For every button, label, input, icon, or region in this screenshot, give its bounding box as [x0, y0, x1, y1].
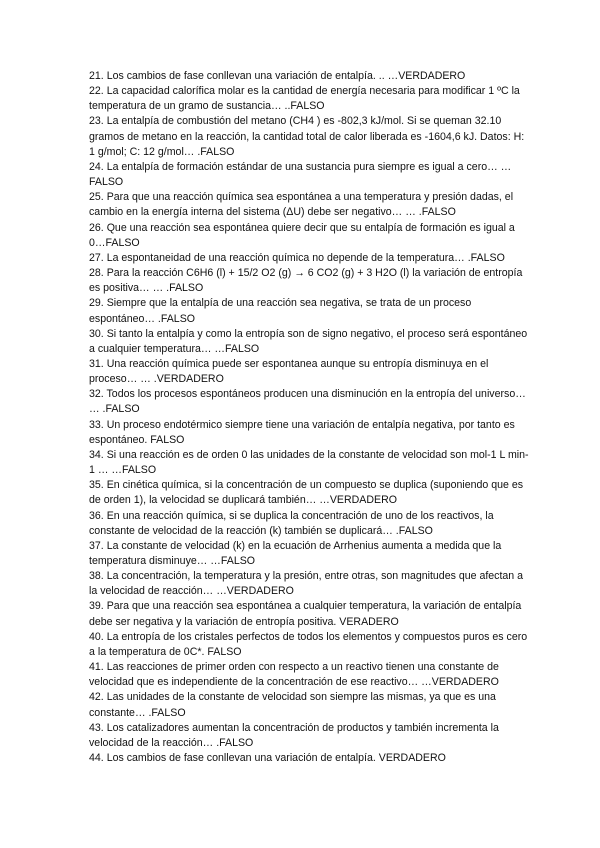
item-number: 24. — [89, 160, 104, 173]
item-number: 34. — [89, 448, 104, 461]
item-number: 26. — [89, 221, 104, 234]
item-text: Si una reacción es de orden 0 las unidades de la constante de velocidad son mol-1 L min-1 … …FALSO — [89, 448, 529, 477]
item-number: 30. — [89, 327, 104, 340]
list-item — [89, 357, 529, 387]
list-item — [89, 266, 529, 296]
item-number: 33. — [89, 418, 104, 431]
item-number: 32. — [89, 388, 104, 401]
item-number: 29. — [89, 297, 104, 310]
item-text: En una reacción química, si se duplica la concentración de uno de los reactivos, la constante de velocidad de la reacción (k) también se duplicará… .FALSO — [89, 509, 494, 537]
list-item — [89, 478, 529, 508]
list-item — [89, 630, 529, 660]
item-text: La entalpía de combustión del metano (CH4 ) es -802,3 kJ/mol. Si se queman 32.10 gramos de metano en la reacción, la cantidad total de calor liberada es -1604,6 kJ. Datos: H: 1 g/mol; C: 12 g/mol… .FALSO — [89, 115, 525, 158]
item-text: Una reacción química puede ser espontanea aunque su entropía disminuya en el proceso… … .VERDADERO — [89, 357, 489, 386]
list-item — [89, 539, 529, 569]
item-number: 39. — [89, 600, 104, 613]
item-text: Los cambios de fase conllevan una variación de entalpía. VERDADERO — [106, 752, 446, 765]
list-item — [89, 69, 529, 84]
item-text: La concentración, la temperatura y la presión, entre otras, son magnitudes que afectan a la velocidad de reacción… …VERDADERO — [89, 570, 524, 598]
item-text: Todos los procesos espontáneos producen una disminución en la entropía del universo… … .FALSO — [89, 388, 526, 416]
item-text: Que una reacción sea espontánea quiere decir que su entalpía de formación es igual a 0…FALSO — [89, 221, 515, 249]
list-item — [89, 296, 529, 326]
list-item — [89, 509, 529, 539]
item-number: 27. — [89, 251, 104, 264]
item-number: 22. — [89, 85, 104, 98]
item-number: 28. — [89, 267, 104, 280]
list-item — [89, 721, 529, 751]
item-text: Los catalizadores aumentan la concentración de productos y también incrementa la velocidad de la reacción… .FALSO — [89, 721, 499, 749]
item-text: Los cambios de fase conllevan una variación de entalpía. .. …VERDADERO — [106, 70, 466, 82]
item-text: Si tanto la entalpía y como la entropía son de signo negativo, el proceso será espontáneo a cualquier temperatura… …FALSO — [89, 327, 528, 355]
list-item — [89, 448, 529, 478]
item-text: Para que una reacción sea espontánea a cualquier temperatura, la variación de entalpía debe ser negativa y la variación de entropía positiva. VERADERO — [89, 600, 522, 628]
item-number: 41. — [89, 661, 104, 674]
list-item — [89, 221, 529, 251]
item-number: 38. — [89, 570, 104, 583]
list-item — [89, 418, 529, 448]
item-text: La entropía de los cristales perfectos de todos los elementos y compuestos puros es cero a la temperatura de 0C*. FALSO — [89, 630, 528, 658]
item-text: La espontaneidad de una reacción química no depende de la temperatura… .FALSO — [106, 251, 505, 264]
item-number: 25. — [89, 191, 104, 204]
list-item — [89, 660, 529, 690]
item-text: La entalpía de formación estándar de una sustancia pura siempre es igual a cero… …FALSO — [89, 160, 512, 189]
list-item — [89, 251, 529, 266]
item-number: 37. — [89, 539, 104, 552]
item-text: La constante de velocidad (k) en la ecuación de Arrhenius aumenta a medida que la temperatura disminuye… …FALSO — [89, 539, 502, 567]
item-number: 43. — [89, 721, 104, 734]
list-item — [89, 327, 529, 357]
item-text: En cinética química, si la concentración de un compuesto se duplica (suponiendo que es de orden 1), la velocidad se duplicará también… …VERDADERO — [89, 479, 524, 507]
item-number: 35. — [89, 479, 104, 492]
item-number: 36. — [89, 509, 104, 522]
item-number: 23. — [89, 115, 104, 128]
item-text: La capacidad calorífica molar es la cantidad de energía necesaria para modificar 1 ºC la temperatura de un gramo de sustancia… ..FALSO — [89, 85, 520, 113]
item-number: 44. — [89, 752, 104, 765]
list-item — [89, 190, 529, 220]
item-number: 40. — [89, 630, 104, 643]
list-item — [89, 751, 529, 766]
item-text: Las reacciones de primer orden con respecto a un reactivo tienen una constante de velocidad que es independiente de la concentración de ese reactivo… …VERDADERO — [89, 661, 499, 689]
item-text: Para que una reacción química sea espontánea a una temperatura y presión dadas, el cambio en la energía interna del sistema (ΔU) debe ser negativo… … .FALSO — [89, 191, 514, 219]
item-number: 42. — [89, 691, 104, 704]
item-number: 21. — [89, 70, 104, 82]
item-number: 31. — [89, 357, 104, 370]
item-text: Un proceso endotérmico siempre tiene una variación de entalpía negativa, por tanto es espontáneo. FALSO — [89, 418, 515, 446]
item-text: Para la reacción C6H6 (l) + 15/2 O2 (g) → 6 CO2 (g) + 3 H2O (l) la variación de entropía es positiva… … .FALSO — [89, 267, 523, 295]
list-item — [89, 569, 529, 599]
list-item — [89, 84, 529, 114]
item-text: Siempre que la entalpía de una reacción sea negativa, se trata de un proceso espontáneo… .FALSO — [89, 297, 472, 325]
statement-list — [89, 69, 529, 766]
list-item — [89, 690, 529, 720]
item-text: Las unidades de la constante de velocidad son siempre las mismas, ya que es una constante… .FALSO — [89, 691, 496, 719]
list-item — [89, 114, 529, 159]
list-item — [89, 387, 529, 417]
list-item — [89, 160, 529, 190]
list-item — [89, 599, 529, 629]
